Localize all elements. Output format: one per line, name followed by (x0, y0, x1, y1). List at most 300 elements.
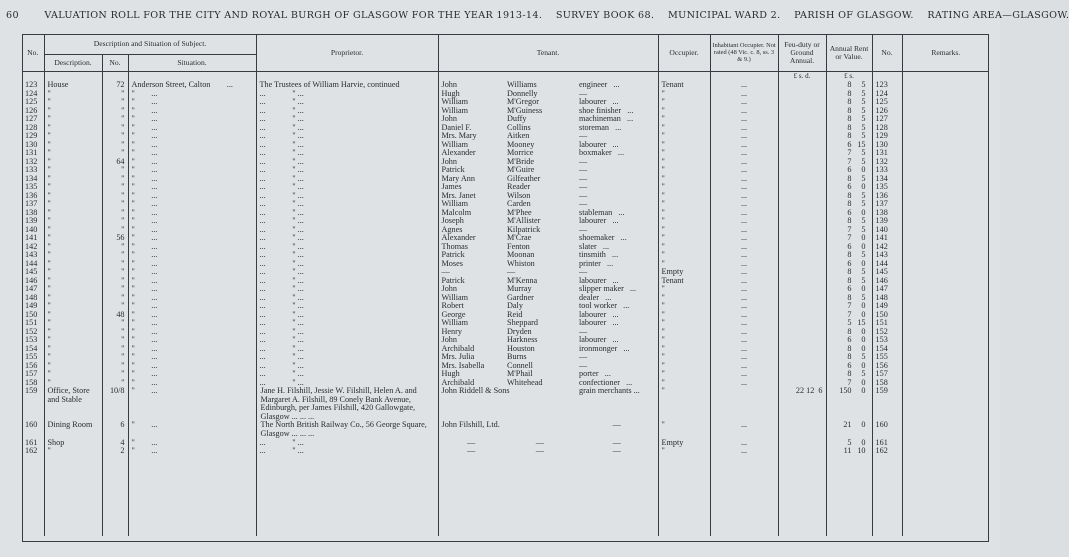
street-number: " (102, 277, 128, 286)
proprietor-ditto: " ... (292, 148, 304, 157)
occupier: " (658, 158, 710, 167)
occupier: " (658, 251, 710, 260)
situation-text: " (131, 207, 135, 217)
situation-text: " (131, 258, 135, 268)
description: " (44, 115, 102, 124)
rent-pounds: 8 (847, 326, 852, 336)
page-number: 60 (6, 10, 19, 21)
tenant-surname: Connell (507, 360, 533, 370)
entry-number-right: 149 (872, 302, 902, 311)
tenant-surname: Moonan (507, 250, 535, 259)
situation-text: " (131, 420, 135, 430)
col-header-description-group: Description and Situation of Subject. (44, 34, 256, 55)
situation-text: " (131, 437, 135, 447)
situation-text: " (131, 156, 135, 166)
table-row (22, 345, 989, 354)
proprietor-ditto: " ... (292, 224, 304, 234)
tenant-surname: Williams (507, 80, 537, 89)
proprietor-text: ... (259, 224, 266, 234)
rent-pounds: 8 (847, 216, 852, 225)
inhabitant-occupier: ... (710, 421, 778, 438)
street-number: " (102, 192, 128, 201)
situation-dots: ... (151, 207, 158, 217)
rent-shillings: 15 (857, 318, 866, 327)
street-number: " (102, 124, 128, 133)
tenant-surname: Wilson (507, 190, 531, 200)
situation-dots: ... (151, 97, 158, 106)
proprietor-text: ... (259, 148, 266, 157)
occupier: " (658, 217, 710, 226)
tenant-surname: — (535, 437, 545, 447)
table-row (22, 421, 989, 438)
rent-pounds: 6 (847, 139, 852, 149)
entry-number-right: 127 (872, 115, 902, 124)
occupier: " (658, 107, 710, 116)
remarks (902, 166, 989, 175)
rent-pounds: 6 (847, 258, 852, 268)
proprietor-text: ... (259, 284, 266, 293)
rent-shillings: 0 (861, 420, 866, 430)
description: " (44, 149, 102, 158)
description: " (44, 166, 102, 175)
parish: PARISH OF GLASGOW. (794, 10, 914, 21)
occupation-dots: ... (620, 233, 627, 242)
table-row (22, 328, 989, 337)
annual-rent (826, 387, 872, 421)
tenant-surname: M'Guiness (507, 105, 543, 115)
situation-text: " (131, 352, 135, 361)
remarks (902, 379, 989, 388)
situation-dots: ... (151, 267, 158, 276)
entry-number-right: 144 (872, 260, 902, 269)
situation-dots: ... (151, 386, 158, 395)
entry-number-right: 136 (872, 192, 902, 201)
inhabitant-occupier: ... (710, 226, 778, 235)
entry-number: 152 (25, 326, 38, 336)
situation-text: " (131, 224, 135, 234)
rent-pounds: 5 (847, 437, 852, 447)
situation-text: " (131, 309, 135, 319)
rent-pounds: 7 (847, 233, 852, 242)
entry-number: 130 (25, 139, 38, 149)
rent-shillings: 0 (861, 437, 866, 447)
rent-shillings: 5 (861, 267, 866, 276)
feu-duty (778, 115, 826, 124)
occupation-dots: ... (627, 105, 634, 115)
entry-number: 160 (25, 420, 38, 430)
description: " (44, 217, 102, 226)
entry-number-right: 150 (872, 311, 902, 320)
tenant-first-name: Alexander (438, 149, 504, 158)
entry-number: 138 (25, 207, 38, 217)
remarks (902, 370, 989, 379)
proprietor-text: ... (259, 165, 266, 174)
col-header-proprietor: Proprietor. (256, 34, 438, 72)
inhabitant-occupier: ... (710, 336, 778, 345)
tenant-first-name: Patrick (438, 251, 504, 260)
tenant-first-name: John (438, 115, 504, 124)
proprietor-ditto: " ... (292, 156, 304, 166)
entry-number-right: 145 (872, 268, 902, 277)
tenant-first-name: Hugh (438, 370, 504, 379)
entry-number: 135 (25, 182, 38, 191)
feu-duty (778, 328, 826, 337)
description: " (44, 447, 102, 456)
occupation-text: labourer (579, 318, 607, 327)
proprietor-ditto: " ... (292, 275, 304, 285)
description: Dining Room (44, 421, 102, 438)
situation-text: " (131, 284, 135, 293)
entry-number-right: 162 (872, 447, 902, 456)
tenant-surname: Daly (507, 301, 523, 310)
situation-dots: ... (151, 105, 158, 115)
occupation-text: shoemaker (579, 233, 615, 242)
entry-number: 139 (25, 216, 38, 225)
proprietor-text: ... (259, 182, 266, 191)
feu-duty (778, 107, 826, 116)
inhabitant-occupier: ... (710, 251, 778, 260)
entry-number-right: 159 (872, 387, 902, 421)
description: " (44, 294, 102, 303)
occupation-dots: ... (606, 258, 614, 268)
tenant-surname: Houston (507, 343, 535, 353)
street-number: " (102, 302, 128, 311)
street-number: " (102, 353, 128, 362)
description: " (44, 243, 102, 252)
street-number: " (102, 336, 128, 345)
proprietor-text: ... (259, 326, 266, 336)
proprietor-text: ... (259, 309, 266, 319)
tenant-surname: Gilfeather (507, 173, 541, 183)
occupier: " (658, 387, 710, 421)
feu-duty (778, 311, 826, 320)
tenant-surname: Morrice (507, 148, 534, 157)
table-row (22, 260, 989, 269)
street-number: " (102, 243, 128, 252)
tenant-occupation (576, 387, 658, 421)
tenant-first-name: Patrick (438, 166, 504, 175)
feu-duty (778, 90, 826, 99)
table-row (22, 183, 989, 192)
feu-duty (778, 234, 826, 243)
col-header-no-right: No. (872, 34, 902, 72)
feu-duty (778, 285, 826, 294)
entry-number-right: 152 (872, 328, 902, 337)
occupation-text: tool worker (579, 301, 617, 310)
street-number: " (102, 328, 128, 337)
proprietor-ditto: " ... (292, 369, 304, 378)
feu-duty (778, 260, 826, 269)
inhabitant-occupier: ... (710, 158, 778, 167)
proprietor-ditto: " ... (292, 301, 304, 310)
entry-number-right: 156 (872, 362, 902, 371)
situation-text: " (131, 88, 135, 98)
tenant-first-name: William (438, 200, 504, 209)
proprietor-text: ... (259, 446, 266, 456)
entry-number-right: 124 (872, 90, 902, 99)
proprietor-text: ... (259, 156, 266, 166)
proprietor-ditto: " ... (292, 292, 304, 302)
rent-pounds: 8 (847, 131, 852, 140)
remarks (902, 421, 989, 438)
occupier: " (658, 124, 710, 133)
inhabitant-occupier: ... (710, 243, 778, 252)
rent-shillings: 0 (861, 301, 866, 310)
tenant-first-name: Archibald (438, 379, 504, 388)
occupation-text: labourer (579, 275, 607, 285)
feu-duty (778, 336, 826, 345)
street-number: " (102, 294, 128, 303)
proprietor-ditto: " ... (292, 352, 304, 361)
occupier: " (658, 90, 710, 99)
inhabitant-occupier: ... (710, 149, 778, 158)
tenant-first-name: Hugh (438, 90, 504, 99)
occupation-dots: ... (627, 114, 634, 123)
street-number: " (102, 209, 128, 218)
situation-text: " (131, 182, 135, 191)
rent-shillings: 0 (861, 258, 866, 268)
tenant-occupation: — (612, 446, 621, 456)
tenant-first-name: — (438, 447, 504, 456)
inhabitant-occupier: ... (710, 277, 778, 286)
inhabitant-occupier: ... (710, 370, 778, 379)
description: " (44, 319, 102, 328)
remarks (902, 268, 989, 277)
situation-text: " (131, 267, 135, 276)
tenant-first-name: Moses (438, 260, 504, 269)
proprietor-ditto: " ... (292, 267, 304, 276)
description: " (44, 345, 102, 354)
tenant-surname: Dryden (507, 326, 532, 336)
remarks (902, 81, 989, 90)
feu-units: £ s. d. (778, 72, 826, 82)
inhabitant-occupier: ... (710, 311, 778, 320)
description: " (44, 311, 102, 320)
inhabitant-occupier: ... (710, 294, 778, 303)
situation-dots: ... (226, 80, 233, 89)
tenant-surname: Reid (507, 309, 523, 319)
rent-shillings: 5 (861, 216, 866, 225)
feu-duty (778, 149, 826, 158)
table-row (22, 370, 989, 379)
situation-text: " (131, 326, 135, 336)
tenant-first-name: Joseph (438, 217, 504, 226)
occupation-text: — (579, 156, 588, 166)
proprietor-ditto: " ... (292, 122, 304, 132)
remarks (902, 98, 989, 107)
proprietor-text: ... (259, 343, 266, 353)
occupier: " (658, 166, 710, 175)
occupation-text: slater (579, 241, 597, 251)
proprietor-ditto: " ... (292, 446, 304, 456)
tenant-surname: M'Phee (507, 207, 532, 217)
proprietor-ditto: " ... (292, 437, 304, 447)
feu-duty (778, 217, 826, 226)
inhabitant-occupier: ... (710, 124, 778, 133)
tenant-name: John Filshill, Ltd. (438, 421, 576, 438)
proprietor-ditto: " ... (292, 335, 304, 344)
situation-dots: ... (151, 284, 158, 293)
inhabitant-occupier: ... (710, 319, 778, 328)
remarks (902, 200, 989, 209)
proprietor-ditto: " ... (292, 199, 304, 208)
description: " (44, 192, 102, 201)
rent-pounds: 6 (847, 207, 852, 217)
table-row (22, 115, 989, 124)
rent-pounds: 6 (847, 284, 852, 293)
inhabitant-occupier: ... (710, 439, 778, 448)
remarks (902, 132, 989, 141)
street-number: " (102, 166, 128, 175)
entry-number: 132 (25, 156, 38, 166)
street-number: 6 (102, 421, 128, 438)
rent-shillings: 5 (861, 105, 866, 115)
proprietor-text: ... (259, 437, 266, 447)
feu-duty (778, 302, 826, 311)
occupier: " (658, 379, 710, 388)
description: " (44, 328, 102, 337)
situation-dots: ... (151, 216, 158, 225)
table-row (22, 277, 989, 286)
tenant-first-name: John (438, 336, 504, 345)
occupation-text: — (579, 173, 588, 183)
remarks (902, 90, 989, 99)
rent-pounds: 8 (847, 190, 852, 200)
description: " (44, 90, 102, 99)
rent-shillings: 5 (861, 190, 866, 200)
feu-duty (778, 98, 826, 107)
entry-number: 133 (25, 165, 38, 174)
occupation-text: slipper maker (579, 284, 624, 293)
entry-number: 137 (25, 199, 38, 208)
situation-dots: ... (151, 165, 158, 174)
proprietor-text: ... (259, 233, 266, 242)
occupation-dots: ... (618, 207, 625, 217)
street-number: 2 (102, 447, 128, 456)
rent-pounds: 11 (843, 446, 852, 456)
entry-number-right: 147 (872, 285, 902, 294)
municipal-ward: MUNICIPAL WARD 2. (667, 10, 781, 21)
street-number: " (102, 370, 128, 379)
situation-dots: ... (151, 88, 158, 98)
remarks (902, 251, 989, 260)
rent-shillings: 0 (861, 241, 866, 251)
rent-pounds: 7 (847, 377, 852, 387)
occupier: " (658, 353, 710, 362)
inhabitant-occupier: ... (710, 285, 778, 294)
entry-number-right: 161 (872, 439, 902, 448)
occupier: " (658, 260, 710, 269)
entry-number-right: 123 (872, 81, 902, 90)
tenant-first-name: William (438, 107, 504, 116)
feu-duty (778, 226, 826, 235)
description: " (44, 268, 102, 277)
entry-number-right: 143 (872, 251, 902, 260)
situation-dots: ... (151, 122, 158, 132)
entry-number: 158 (25, 377, 38, 387)
rent-pounds: 8 (847, 267, 852, 276)
rent-pounds: 6 (847, 182, 852, 191)
col-header-feu-duty: Feu-duty or Ground Annual. (778, 34, 826, 72)
remarks (902, 294, 989, 303)
occupation-dots: ... (612, 309, 619, 319)
table-row (22, 362, 989, 371)
street-number: " (102, 200, 128, 209)
table-row (22, 107, 989, 116)
table-row (22, 336, 989, 345)
remarks (902, 175, 989, 184)
annual-rent (826, 447, 872, 456)
entry-number: 148 (25, 292, 38, 302)
occupier: Empty (658, 268, 710, 277)
situation-text: " (131, 343, 135, 353)
proprietor-ditto: " ... (292, 207, 304, 217)
situation-text: Anderson Street, Calton (131, 80, 211, 89)
tenant-first-name: John (438, 81, 504, 90)
occupier: " (658, 226, 710, 235)
table-row (22, 192, 989, 201)
occupation-dots: ... (615, 122, 622, 132)
inhabitant-occupier: ... (710, 90, 778, 99)
proprietor-text: ... (259, 241, 266, 251)
description: " (44, 141, 102, 150)
tenant-surname: Fenton (507, 241, 530, 251)
situation-dots: ... (151, 182, 158, 191)
occupation-text: tinsmith (579, 250, 606, 259)
street-number: " (102, 132, 128, 141)
situation-dots: ... (151, 437, 158, 447)
street-number: " (102, 107, 128, 116)
situation-dots: ... (151, 369, 158, 378)
table-row (22, 132, 989, 141)
occupation-text: — (579, 224, 588, 234)
street-number: " (102, 345, 128, 354)
inhabitant-occupier: ... (710, 353, 778, 362)
feu-duty (778, 362, 826, 371)
tenant-surname: Duffy (507, 114, 527, 123)
occupation-dots: ... (604, 369, 611, 378)
occupier: " (658, 132, 710, 141)
situation-text: " (131, 446, 135, 456)
tenant-surname: M'Gregor (507, 97, 539, 106)
inhabitant-occupier: ... (710, 379, 778, 388)
situation-dots: ... (151, 335, 158, 344)
tenant-surname: M'Crae (507, 233, 532, 242)
tenant-first-name: Malcolm (438, 209, 504, 218)
occupation-text: — (579, 190, 588, 200)
proprietor: Jane H. Filshill, Jessie W. Filshill, Helen A. and Margaret A. Filshill, 89 Conely Bank Avenue, Edinburgh, per James Filshill, 420 Gallowgate, Glasgow ... ... ... (256, 387, 438, 421)
occupier: " (658, 328, 710, 337)
rent-shillings: 5 (861, 80, 866, 89)
entry-number-right: 138 (872, 209, 902, 218)
feu-duty (778, 421, 826, 438)
situation-text: " (131, 360, 135, 370)
inhabitant-occupier: ... (710, 115, 778, 124)
description: " (44, 302, 102, 311)
entry-number-right: 154 (872, 345, 902, 354)
tenant-surname: Harkness (507, 335, 538, 344)
situation-dots: ... (151, 190, 158, 200)
entry-number: 149 (25, 301, 38, 310)
proprietor-ditto: " ... (292, 258, 304, 268)
proprietor-ditto: " ... (292, 139, 304, 149)
description: " (44, 226, 102, 235)
rent-shillings: 0 (861, 343, 866, 353)
table-row (22, 243, 989, 252)
feu-duty (778, 124, 826, 133)
rent-shillings: 0 (861, 165, 866, 174)
occupier: " (658, 175, 710, 184)
